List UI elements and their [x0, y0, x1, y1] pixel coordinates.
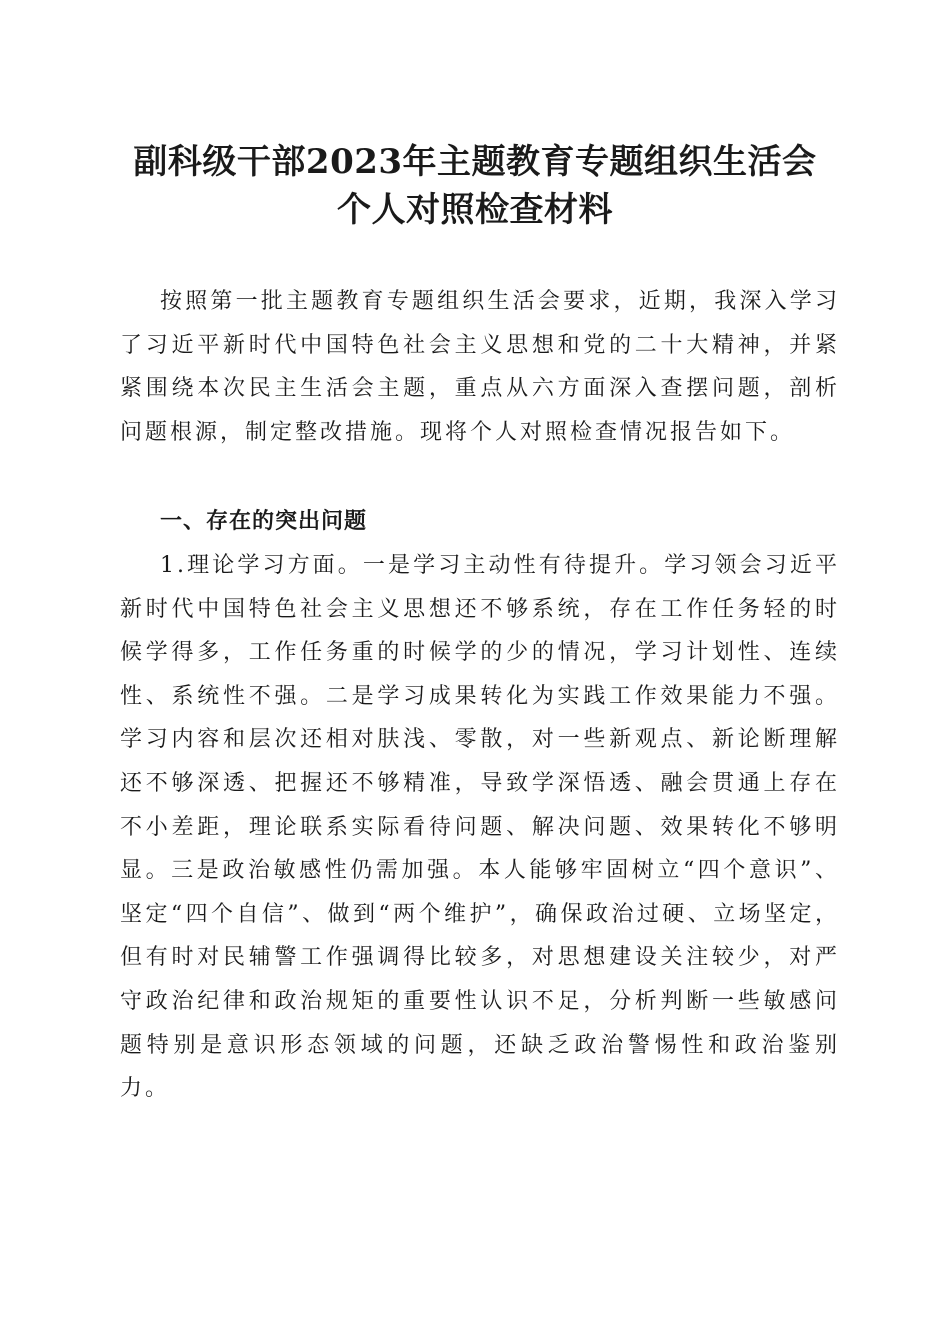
document-title-line-1: 副科级干部2023年主题教育专题组织生活会 [133, 142, 817, 182]
paragraph-theory-study: 1.理论学习方面。一是学习主动性有待提升。学习领会习近平新时代中国特色社会主义思想还不够系统，存在工作任务轻的时候学得多，工作任务重的时候学的少的情况，学习计划性、连续性、系统性不强。二是学习成果转化为实践工作效果能力不强。学习内容和层次还相对肤浅、零散，对一些新观点、新论断理解还不够深透、把握还不够精准，导致学深悟透、融会贯通上存在不小差距，理论联系实际看待问题、解决问题、效果转化不够明显。三是政治敏感性仍需加强。本人能够牢固树立“四个意识”、坚定“四个自信”、做到“两个维护”，确保政治过硬、立场坚定，但有时对民辅警工作强调得比较多，对思想建设关注较少，对严守政治纪律和政治规矩的重要性认识不足，分析判断一些敏感问题特别是意识形态领域的问题，还缺乏政治警惕性和政治鉴别力。 [120, 553, 840, 1102]
intro-paragraph: 按照第一批主题教育专题组织生活会要求，近期，我深入学习了习近平新时代中国特色社会主义思想和党的二十大精神，并紧紧围绕本次民主生活会主题，重点从六方面深入查摆问题，剖析问题根源，制定整改措施。现将个人对照检查情况报告如下。 [120, 289, 840, 445]
document-title-line-2: 个人对照检查材料 [337, 190, 613, 230]
section-heading: 一、存在的突出问题 [160, 509, 368, 534]
